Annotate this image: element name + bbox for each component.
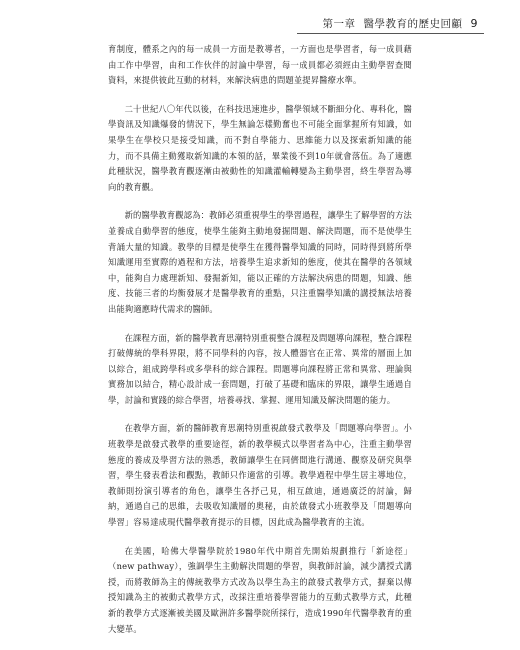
paragraph: 育制度，體系之內的每一成員一方面是教導者，一方面也是學習者，每一成員藉由工作中學習，由和工作伙伴的討論中學習，每一成員都必須經由主動學習查閱資料，來提供彼此互動的材料，來解決病患的問題並提昇醫療水準。	[108, 44, 412, 86]
paragraph: 新的醫學教育觀認為：教師必須重視學生的學習過程，讓學生了解學習的方法並養成自動學習的態度，使學生能夠主動地發掘問題、解決問題，而不是使學生背誦大量的知識。教學的目標是使學生在獲得醫學知識的同時，同時得到將所學知識運用至實際的過程和方法，培養學生追求新知的態度，使其在醫學的各領域中，能夠自力處理新知、發掘新知，能以正確的方法解決病患的問題，知識、態度、技能三者的均衡發展才是醫學教育的重點，只注重醫學知識的講授無法培養出能夠適應時代需求的醫師。	[108, 210, 412, 314]
chapter-label: 第一章	[322, 18, 356, 30]
running-header	[323, 16, 479, 31]
page-number: 9	[470, 17, 478, 30]
paragraph: 在美國，哈佛大學醫學院於1980年代中期首先開始規劃推行「新途徑」（new pathway），強調學生主動解決問題的學習，與教師討論，減少講授式講授，而將教師為主的傳統教學方式改為以學生為主的啟發式教學方式，摒棄以傳授知識為主的被動式教學方式，改採注重培養學習能力的互動式教學方式，此種新的教學方式逐漸被美國及歐洲許多醫學院所採行，造成1990年代醫學教育的重大變革。	[108, 545, 412, 634]
paragraph: 在課程方面，新的醫學教育思潮特別重視整合課程及問題導向課程，整合課程打破傳統的學科界限，將不同學科的內容，按人體器官在正常、異常的層面上加以綜合，組成跨學科或多學科的綜合課程。問題導向課程將正常和異常、理論與實務加以結合，精心設計成一套問題，打破了基礎和臨床的界限，讓學生通過自學，討論和實踐的綜合學習，培養尋找、掌握、運用知識及解決問題的能力。	[108, 332, 412, 405]
header-rule	[297, 33, 484, 34]
chapter-title: 醫學教育的歷史回顧	[363, 18, 463, 30]
paragraph: 二十世紀八〇年代以後，在科技迅速進步，醫學領域不斷細分化、專科化，醫學資訊及知識爆發的情況下，學生無論怎樣勤奮也不可能全面掌握所有知識，如果學生在學校只是接受知識，而不對自學能力、思維能力以及探索新知識的能力，而不具備主動獲取新知識的本領的話，畢業後不到10年就會落伍。為了適應此種狀況，醫學教育觀逐漸由被動性的知識灌輸轉變為主動學習，終生學習為導向的教育觀。	[108, 103, 412, 192]
body-text	[108, 42, 412, 650]
paragraph: 在教學方面，新的醫師教育思潮特別重視啟發式教學及「問題導向學習」。小班教學是啟發式教學的重要途徑，新的教學模式以學習者為中心，注重主動學習態度的養成及學習方法的熟悉，教師讓學生在同儕間進行溝通、觀察及研究與學習，學生發表看法和觀點，教師只作適當的引導。教學過程中學生居主導地位，教師則扮演引導者的角色，讓學生各抒己見，相互啟迪，通過廣泛的討論，歸納，通過自己的思維，去吸收知識層的奧秘，由於啟發式小班教學及「問題導向學習」容易達成現代醫學教育提示的目標，因此成為醫學教育的主流。	[108, 423, 412, 528]
